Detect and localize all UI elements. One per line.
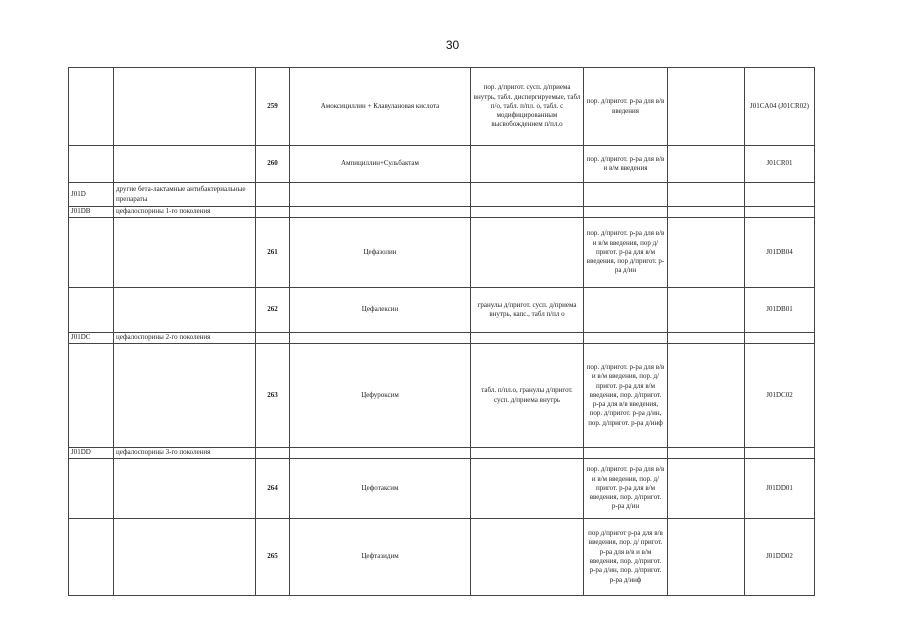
group-name-cell: [114, 146, 256, 183]
table-row: [69, 344, 815, 448]
oral-form-cell: пор. д/пригот. сусп. д/приема внутрь, табл. диспергируемые, табл п/о, табл. п/пл. о, табл. с модифицированным высвобождением п/пл.о: [471, 68, 584, 146]
injection-form-cell: пор д/пригот р-ра для в/в введения, пор. д/ пригот. р-ра для в/в и в/м введения, пор. д/пригот. р-ра д/ин, пор. д/пригот. р-ра д/инф: [584, 519, 668, 596]
row-number-cell: 264: [256, 459, 290, 519]
row-number-cell: [256, 183, 290, 207]
group-name-cell: [114, 288, 256, 333]
row-number-cell: [256, 333, 290, 344]
row-number-cell: 259: [256, 68, 290, 146]
table-row: [69, 207, 815, 218]
oral-form-cell: [471, 333, 584, 344]
table-row: [69, 218, 815, 288]
table-row: [69, 68, 815, 146]
extra-cell: [668, 218, 745, 288]
extra-cell: [668, 333, 745, 344]
table-row: [69, 333, 815, 344]
inn-name-cell: Цефуроксим: [290, 344, 471, 448]
extra-cell: [668, 448, 745, 459]
row-number-cell: [256, 448, 290, 459]
inn-name-cell: Амоксициллин + Клавулановая кислота: [290, 68, 471, 146]
injection-form-cell: пор. д/пригот. р-ра для в/в введения: [584, 68, 668, 146]
inn-name-cell: Цефалексин: [290, 288, 471, 333]
inn-name-cell: [290, 448, 471, 459]
group-name-cell: другие бета-лактамные антибактериальные препараты: [114, 183, 256, 207]
table-row: [69, 288, 815, 333]
atc-group-code-cell: J01DB: [69, 207, 114, 218]
atc-code-cell: J01DB04: [745, 218, 815, 288]
oral-form-cell: табл. п/пл.о, гранулы д/пригот. сусп. д/приема внутрь: [471, 344, 584, 448]
atc-group-code-cell: J01D: [69, 183, 114, 207]
injection-form-cell: пор. д/пригот. р-ра для в/в и в/м введения: [584, 146, 668, 183]
oral-form-cell: [471, 459, 584, 519]
table-row: [69, 459, 815, 519]
atc-code-cell: J01DD01: [745, 459, 815, 519]
inn-name-cell: Ампициллин+Сульбактам: [290, 146, 471, 183]
group-name-cell: цефалоспорины 1-го поколения: [114, 207, 256, 218]
row-number-cell: 263: [256, 344, 290, 448]
inn-name-cell: Цефтазидим: [290, 519, 471, 596]
atc-group-code-cell: [69, 218, 114, 288]
atc-group-code-cell: [69, 288, 114, 333]
row-number-cell: 260: [256, 146, 290, 183]
oral-form-cell: [471, 448, 584, 459]
atc-group-code-cell: [69, 344, 114, 448]
oral-form-cell: [471, 146, 584, 183]
drug-table: [68, 67, 815, 596]
extra-cell: [668, 288, 745, 333]
injection-form-cell: пор. д/пригот. р-ра для в/в и в/м введения, пор. д/пригот. р-ра для в/м введения, пор. д/пригот. р-ра для в/в введения, пор. д/пригот. р-ра д/ин, пор. д/пригот. р-ра д/инф: [584, 344, 668, 448]
extra-cell: [668, 146, 745, 183]
inn-name-cell: [290, 183, 471, 207]
extra-cell: [668, 344, 745, 448]
table-body: [69, 68, 815, 596]
injection-form-cell: [584, 448, 668, 459]
atc-code-cell: J01CA04 (J01CR02): [745, 68, 815, 146]
atc-code-cell: J01CR01: [745, 146, 815, 183]
row-number-cell: [256, 207, 290, 218]
table-row: [69, 519, 815, 596]
atc-group-code-cell: [69, 146, 114, 183]
injection-form-cell: пор. д/пригот. р-ра для в/в и в/м введения, пор. д/пригот. р-ра для в/м введения, пор. д/пригот. р-ра д/ин: [584, 459, 668, 519]
group-name-cell: [114, 459, 256, 519]
row-number-cell: 262: [256, 288, 290, 333]
row-number-cell: 265: [256, 519, 290, 596]
oral-form-cell: [471, 207, 584, 218]
injection-form-cell: [584, 333, 668, 344]
injection-form-cell: пор. д/пригот. р-ра для в/в и в/м введения, пор д/пригот. р-ра для в/м введения, пор д/пригот. р-ра д/ин: [584, 218, 668, 288]
atc-code-cell: J01DD02: [745, 519, 815, 596]
atc-group-code-cell: [69, 519, 114, 596]
injection-form-cell: [584, 288, 668, 333]
oral-form-cell: [471, 218, 584, 288]
inn-name-cell: Цефазолин: [290, 218, 471, 288]
extra-cell: [668, 519, 745, 596]
inn-name-cell: Цефотаксим: [290, 459, 471, 519]
extra-cell: [668, 183, 745, 207]
extra-cell: [668, 207, 745, 218]
group-name-cell: цефалоспорины 3-го поколения: [114, 448, 256, 459]
page-number: 30: [445, 38, 460, 52]
atc-group-code-cell: J01DC: [69, 333, 114, 344]
extra-cell: [668, 459, 745, 519]
atc-code-cell: [745, 183, 815, 207]
group-name-cell: [114, 218, 256, 288]
atc-code-cell: J01DB01: [745, 288, 815, 333]
group-name-cell: [114, 68, 256, 146]
atc-code-cell: J01DC02: [745, 344, 815, 448]
extra-cell: [668, 68, 745, 146]
table-row: [69, 448, 815, 459]
group-name-cell: [114, 519, 256, 596]
oral-form-cell: гранулы д/пригот. сусп. д/приема внутрь, капс., табл п/пл о: [471, 288, 584, 333]
atc-group-code-cell: [69, 459, 114, 519]
atc-group-code-cell: J01DD: [69, 448, 114, 459]
inn-name-cell: [290, 207, 471, 218]
row-number-cell: 261: [256, 218, 290, 288]
table-row: [69, 183, 815, 207]
group-name-cell: [114, 344, 256, 448]
atc-group-code-cell: [69, 68, 114, 146]
atc-code-cell: [745, 207, 815, 218]
injection-form-cell: [584, 207, 668, 218]
atc-code-cell: [745, 333, 815, 344]
injection-form-cell: [584, 183, 668, 207]
oral-form-cell: [471, 519, 584, 596]
inn-name-cell: [290, 333, 471, 344]
atc-code-cell: [745, 448, 815, 459]
oral-form-cell: [471, 183, 584, 207]
group-name-cell: цефалоспорины 2-го поколения: [114, 333, 256, 344]
table-row: [69, 146, 815, 183]
